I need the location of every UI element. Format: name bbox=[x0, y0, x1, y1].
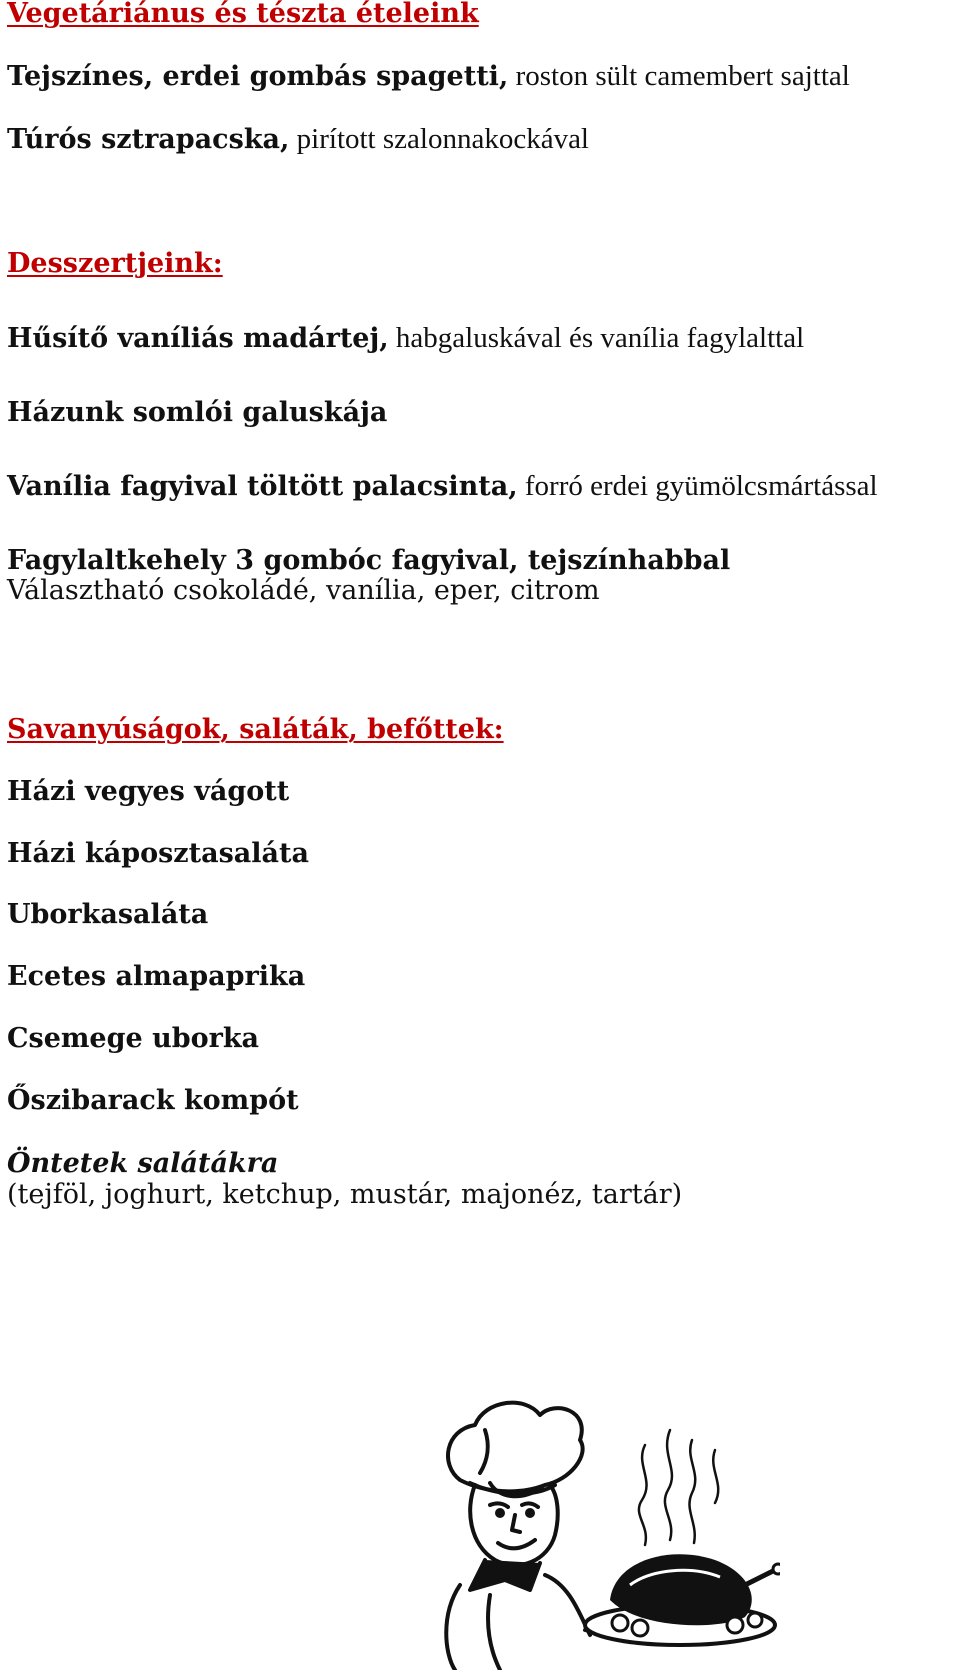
menu-item-madartej bbox=[7, 322, 804, 355]
menu-item-csemege-uborka: Csemege uborka bbox=[7, 1023, 260, 1054]
menu-item-desc: habgaluskával és vanília fagylalttal bbox=[388, 322, 805, 354]
menu-item-uborkasalata: Uborkasaláta bbox=[7, 899, 209, 930]
menu-item-desc: forró erdei gyümölcsmártással bbox=[517, 470, 878, 502]
menu-item-sztrapacska bbox=[7, 123, 589, 156]
menu-item-kaposztasalata: Házi káposztasaláta bbox=[7, 838, 309, 869]
menu-item-desc: pirított szalonnakockával bbox=[289, 123, 589, 155]
menu-item-spaghetti bbox=[7, 60, 850, 93]
pickles-heading: Savanyúságok, saláták, befőttek: bbox=[7, 714, 504, 745]
menu-item-name: Vanília fagyival töltött palacsinta, bbox=[7, 471, 518, 502]
menu-item-name: Hűsítő vaníliás madártej, bbox=[7, 323, 389, 354]
menu-item-palacsinta bbox=[7, 470, 878, 503]
chef-serving-roast-icon bbox=[430, 1385, 780, 1670]
menu-item-fagylaltkehely bbox=[7, 544, 730, 577]
dressing-title: Öntetek salátákra bbox=[7, 1148, 279, 1179]
menu-item-somloi bbox=[7, 396, 387, 429]
menu-item-oszibarack-kompot: Őszibarack kompót bbox=[7, 1085, 299, 1116]
menu-item-name: Túrós sztrapacska, bbox=[7, 124, 290, 155]
menu-item-name: Házunk somlói galuskája bbox=[7, 397, 388, 428]
menu-item-desc: roston sült camembert sajttal bbox=[508, 60, 850, 92]
flavor-options-note: Választható csokoládé, vanília, eper, citrom bbox=[7, 575, 600, 606]
menu-item-vegyes-vagott: Házi vegyes vágott bbox=[7, 776, 290, 807]
menu-item-name: Tejszínes, erdei gombás spagetti, bbox=[7, 61, 509, 92]
dressing-options-note: (tejföl, joghurt, ketchup, mustár, majonéz, tartár) bbox=[7, 1179, 683, 1210]
vegetarian-heading: Vegetáriánus és tészta ételeink bbox=[7, 0, 479, 29]
menu-item-name: Fagylaltkehely 3 gombóc fagyival, tejszínhabbal bbox=[7, 545, 731, 576]
menu-item-almapaprika: Ecetes almapaprika bbox=[7, 961, 306, 992]
desserts-heading: Desszertjeink: bbox=[7, 248, 223, 279]
